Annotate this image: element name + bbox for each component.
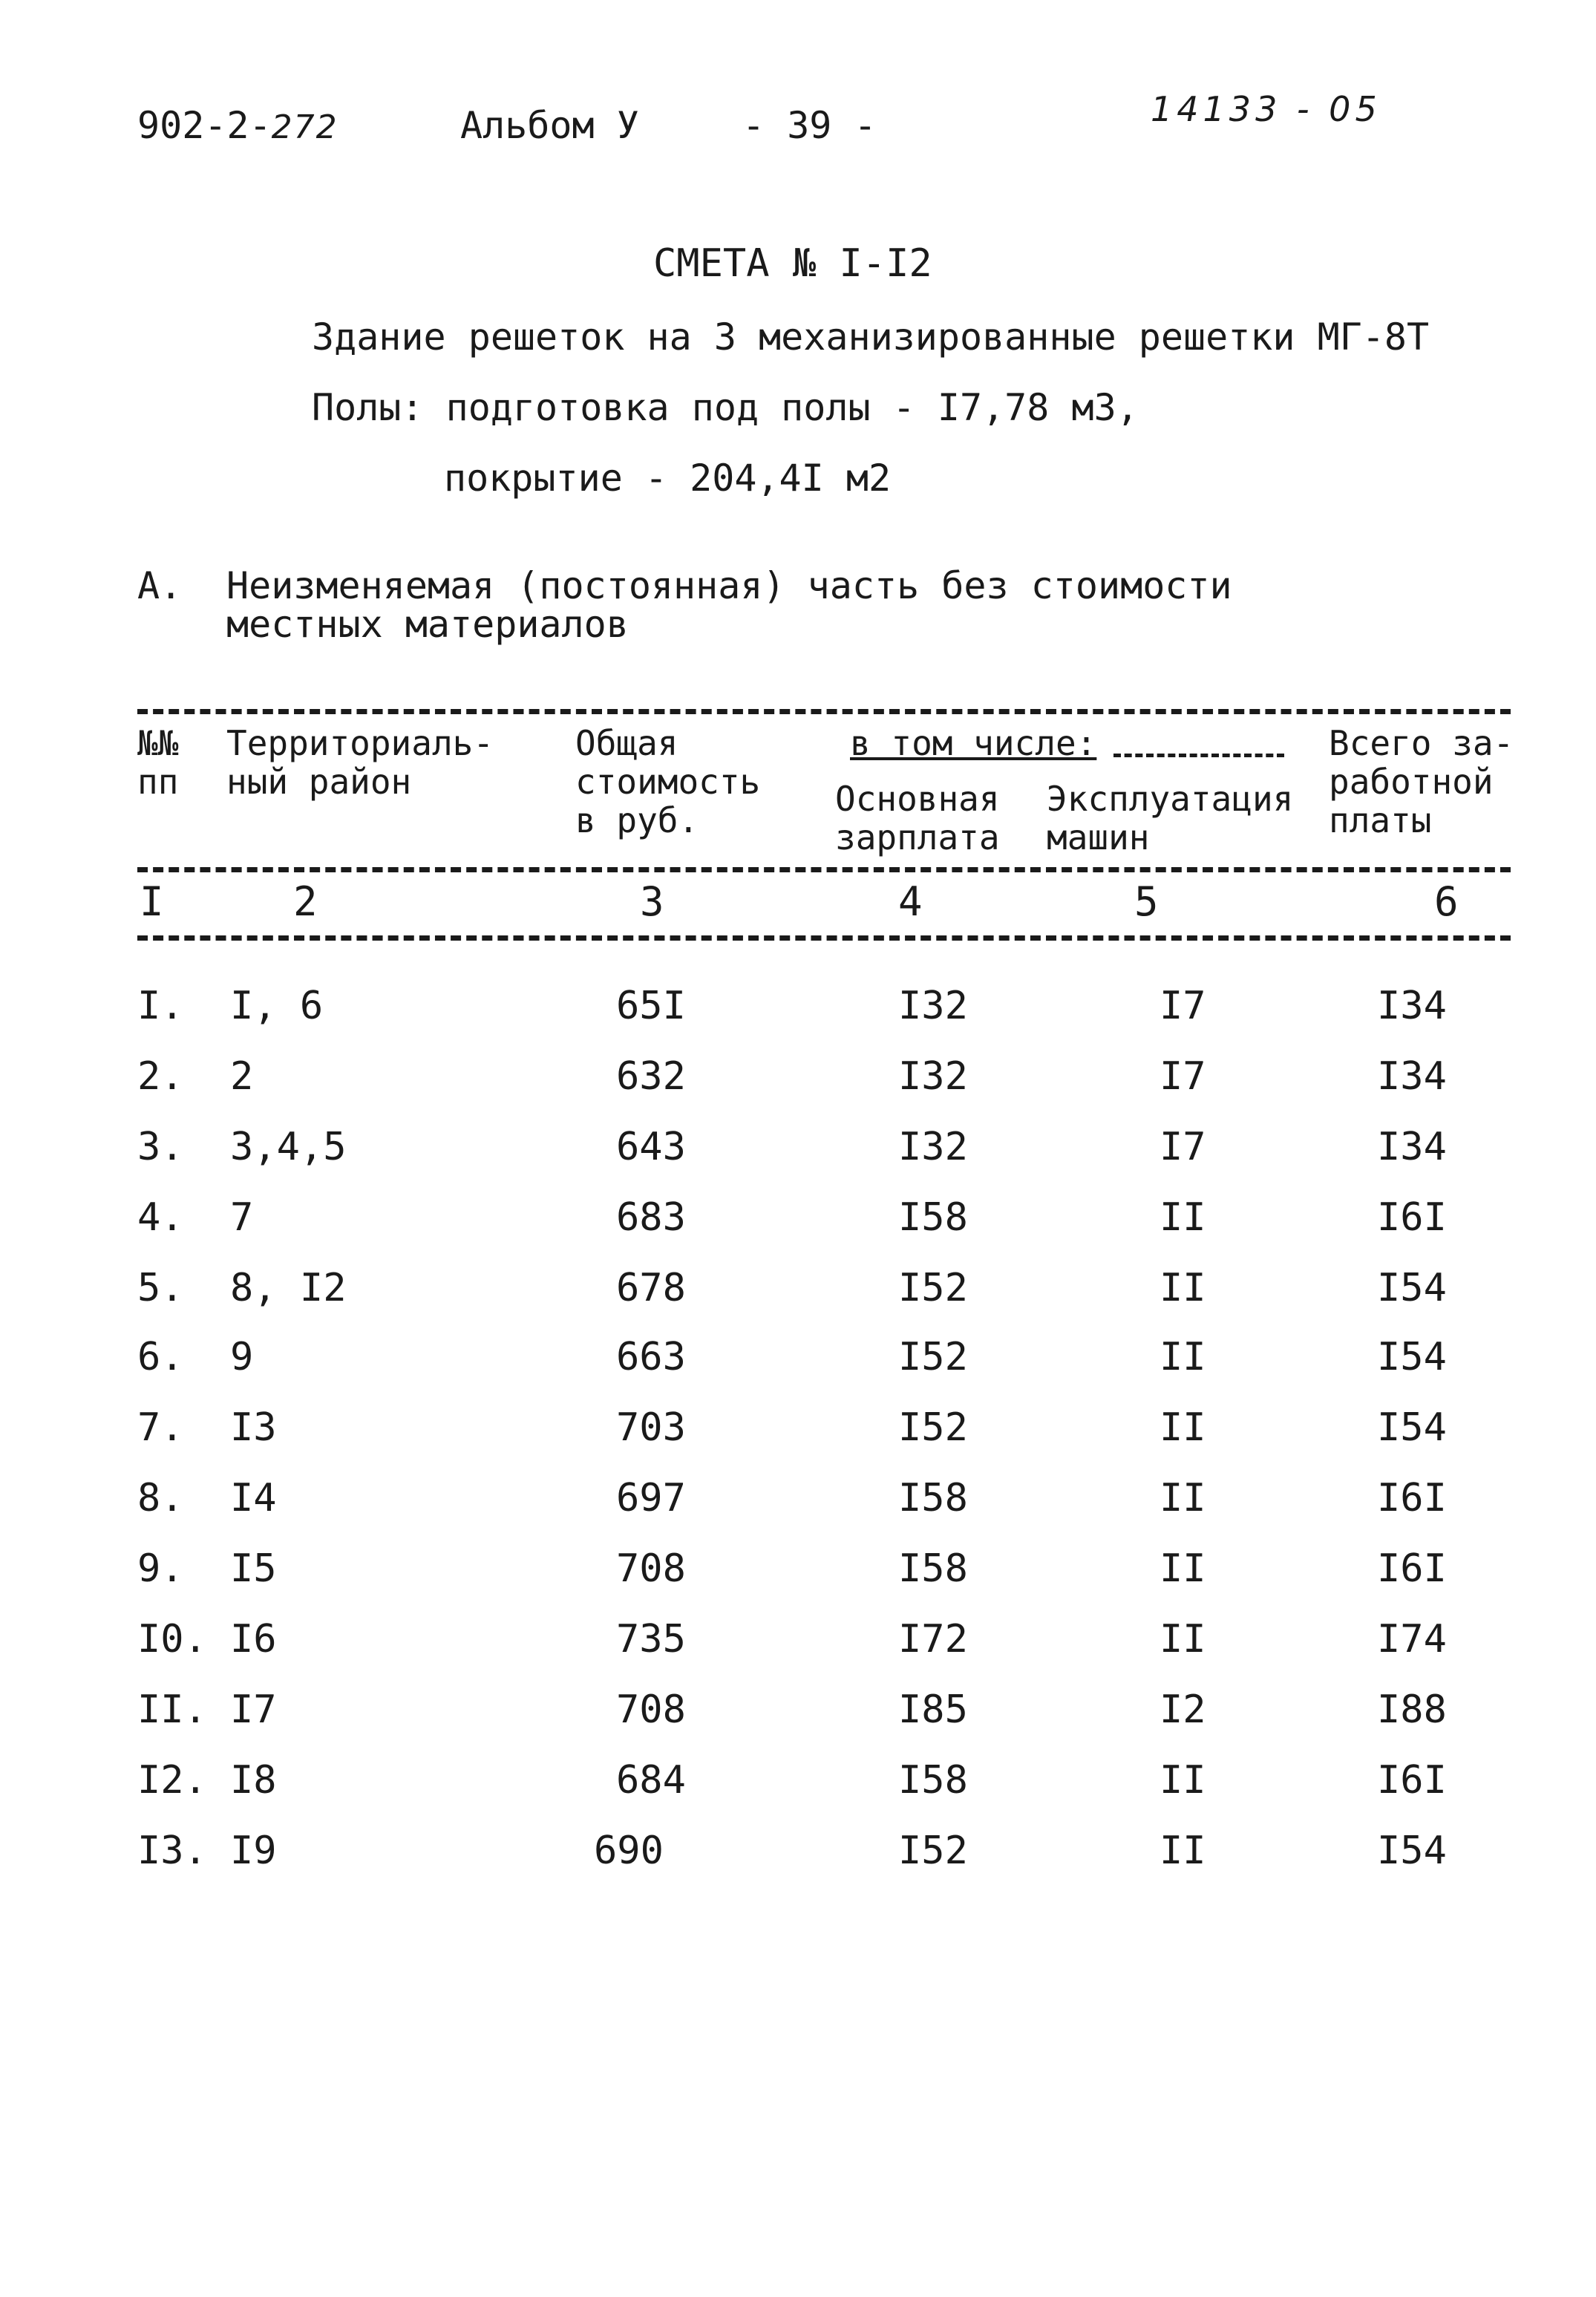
column-number-1: I (140, 878, 164, 925)
row-allwage: I6I (1377, 1758, 1447, 1803)
row-wage: I72 (898, 1617, 968, 1662)
row-total: 697 (616, 1476, 686, 1520)
building-description: Здание решеток на 3 механизированные решетки МГ-8Т (312, 316, 1430, 359)
section-title-line1: Неизменяемая (постоянная) часть без стоимости (226, 564, 1232, 607)
column-number-4: 4 (898, 878, 923, 925)
row-total: 632 (616, 1054, 686, 1099)
row-region: I3 (230, 1405, 277, 1450)
row-number: 7. (137, 1405, 184, 1450)
album-label: Альбом У (460, 104, 639, 147)
row-region: 8, I2 (230, 1266, 347, 1310)
header-total-line2: стоимость (575, 762, 761, 802)
row-region: 3,4,5 (230, 1125, 347, 1169)
row-number: 2. (137, 1054, 184, 1099)
row-allwage: I54 (1377, 1829, 1447, 1873)
row-number: 8. (137, 1476, 184, 1520)
estimate-title: СМЕТА № I-I2 (653, 241, 932, 286)
row-machine: II (1160, 1335, 1206, 1379)
row-allwage: I34 (1377, 1125, 1447, 1169)
section-title-line2: местных материалов (226, 603, 629, 646)
row-wage: I58 (898, 1476, 968, 1520)
row-region: I5 (230, 1546, 277, 1591)
table-row (0, 1125, 1596, 1192)
table-row (0, 1758, 1596, 1825)
row-number: 6. (137, 1335, 184, 1379)
column-number-5: 5 (1134, 878, 1159, 925)
row-allwage: I34 (1377, 1054, 1447, 1099)
table-row (0, 1405, 1596, 1472)
row-allwage: I74 (1377, 1617, 1447, 1662)
row-wage: I32 (898, 984, 968, 1028)
row-allwage: I34 (1377, 984, 1447, 1028)
row-machine: II (1160, 1405, 1206, 1450)
row-allwage: I6I (1377, 1195, 1447, 1240)
row-total: 65I (616, 984, 686, 1028)
row-number: I3. (137, 1829, 207, 1873)
row-total: 684 (616, 1758, 686, 1803)
table-numbers-rule (137, 935, 1511, 941)
row-machine: I7 (1160, 984, 1206, 1028)
table-row (0, 1195, 1596, 1262)
row-wage: I52 (898, 1266, 968, 1310)
row-number: I0. (137, 1617, 207, 1662)
row-region: 9 (230, 1335, 254, 1379)
header-num-line1: №№ (137, 723, 179, 763)
document-code (137, 104, 339, 147)
header-region-line1: Территориаль- (226, 723, 494, 763)
header-including: в том числе: (850, 723, 1097, 763)
row-allwage: I6I (1377, 1476, 1447, 1520)
row-number: 4. (137, 1195, 184, 1240)
row-region: 7 (230, 1195, 254, 1240)
row-machine: II (1160, 1758, 1206, 1803)
coating-description: покрытие - 204,4I м2 (444, 457, 892, 500)
column-number-6: 6 (1434, 878, 1459, 925)
header-allwage-line3: платы (1329, 800, 1432, 840)
header-wage-line2: зарплата (835, 817, 1000, 857)
row-allwage: I54 (1377, 1405, 1447, 1450)
row-number: 3. (137, 1125, 184, 1169)
row-wage: I85 (898, 1687, 968, 1732)
header-machine-line2: машин (1047, 817, 1150, 857)
row-allwage: I54 (1377, 1335, 1447, 1379)
row-machine: I7 (1160, 1125, 1206, 1169)
handwritten-number: 14133 - 05 (1151, 89, 1381, 129)
row-region: I9 (230, 1829, 277, 1873)
row-region: I8 (230, 1758, 277, 1803)
row-number: 5. (137, 1266, 184, 1310)
header-num-line2: пп (137, 762, 179, 802)
row-total: 643 (616, 1125, 686, 1169)
row-wage: I52 (898, 1335, 968, 1379)
header-allwage-line1: Всего за- (1329, 723, 1514, 763)
row-wage: I52 (898, 1405, 968, 1450)
column-number-3: 3 (640, 878, 664, 925)
row-machine: II (1160, 1617, 1206, 1662)
header-total-line3: в руб. (575, 800, 699, 840)
floors-description: Полы: подготовка под полы - I7,78 м3, (312, 386, 1139, 429)
table-row (0, 1546, 1596, 1613)
header-including-rule (1113, 754, 1284, 757)
table-row (0, 1687, 1596, 1754)
row-wage: I32 (898, 1054, 968, 1099)
row-region: I, 6 (230, 984, 324, 1028)
row-wage: I58 (898, 1546, 968, 1591)
row-number: 9. (137, 1546, 184, 1591)
table-row (0, 1054, 1596, 1121)
document-code-handwritten: 272 (271, 108, 339, 146)
row-region: I7 (230, 1687, 277, 1732)
row-total: 663 (616, 1335, 686, 1379)
page-number: - 39 - (742, 104, 877, 147)
row-machine: I7 (1160, 1054, 1206, 1099)
row-number: II. (137, 1687, 207, 1732)
table-row (0, 1266, 1596, 1333)
row-total: 690 (594, 1829, 664, 1873)
row-total: 708 (616, 1546, 686, 1591)
row-allwage: I54 (1377, 1266, 1447, 1310)
row-total: 735 (616, 1617, 686, 1662)
header-total-line1: Общая (575, 723, 678, 763)
section-letter: А. (137, 564, 183, 607)
row-machine: II (1160, 1266, 1206, 1310)
row-number: I. (137, 984, 184, 1028)
row-wage: I58 (898, 1758, 968, 1803)
table-row (0, 1617, 1596, 1684)
row-machine: II (1160, 1546, 1206, 1591)
row-machine: II (1160, 1195, 1206, 1240)
row-wage: I32 (898, 1125, 968, 1169)
row-machine: I2 (1160, 1687, 1206, 1732)
row-number: I2. (137, 1758, 207, 1803)
row-allwage: I88 (1377, 1687, 1447, 1732)
row-region: 2 (230, 1054, 254, 1099)
row-wage: I52 (898, 1829, 968, 1873)
row-total: 678 (616, 1266, 686, 1310)
row-total: 703 (616, 1405, 686, 1450)
table-top-rule (137, 709, 1511, 714)
row-wage: I58 (898, 1195, 968, 1240)
row-machine: II (1160, 1476, 1206, 1520)
table-row (0, 984, 1596, 1051)
header-machine-line1: Эксплуатация (1047, 779, 1294, 819)
row-total: 708 (616, 1687, 686, 1732)
header-wage-line1: Основная (835, 779, 1000, 819)
row-region: I6 (230, 1617, 277, 1662)
table-row (0, 1335, 1596, 1402)
document-code-prefix: 902-2- (137, 104, 272, 147)
header-region-line2: ный район (226, 762, 412, 802)
table-header-rule (137, 867, 1511, 872)
table-row (0, 1829, 1596, 1895)
row-machine: II (1160, 1829, 1206, 1873)
table-row (0, 1476, 1596, 1543)
header-allwage-line2: работной (1329, 762, 1494, 802)
column-number-2: 2 (293, 878, 318, 925)
row-region: I4 (230, 1476, 277, 1520)
row-allwage: I6I (1377, 1546, 1447, 1591)
row-total: 683 (616, 1195, 686, 1240)
